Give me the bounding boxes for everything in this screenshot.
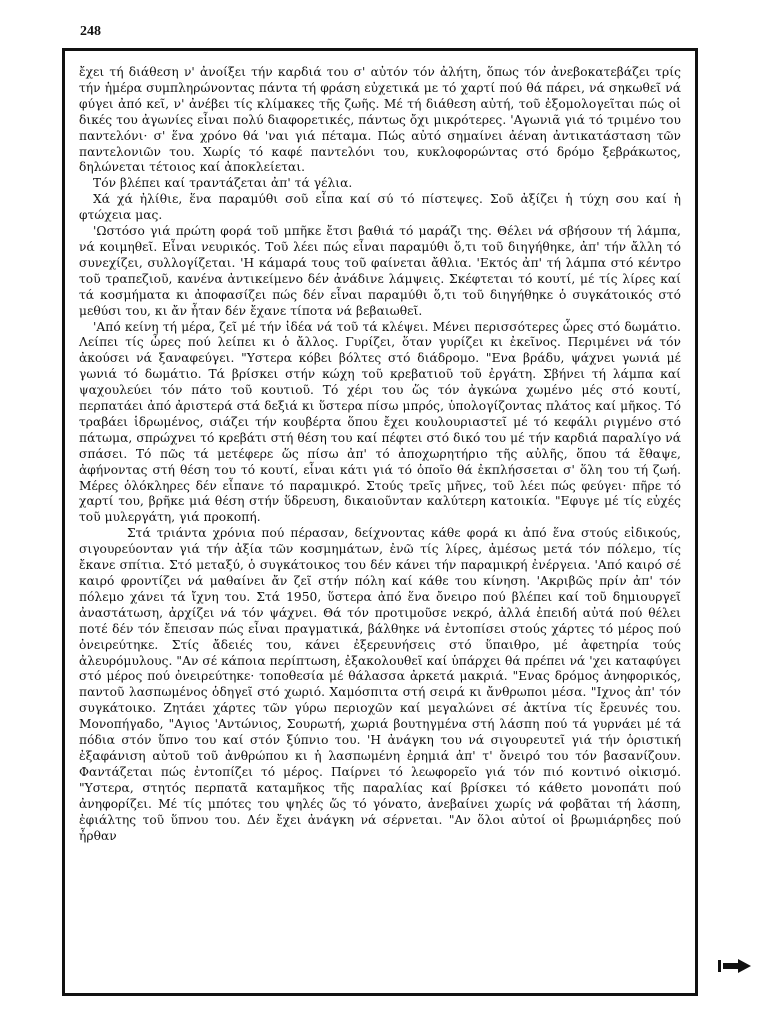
page-number: 248 — [80, 24, 101, 39]
continue-arrow-icon — [718, 958, 752, 974]
paragraph-4: 'Ωστόσο γιά πρώτη φορά τοῦ μπῆκε ἔτσι βαθιά τό μαράζι της. Θέλει νά σβήσουν τή λάμπα, νά κοιμηθεῖ. Εἶναι νευρικός. Τοῦ λέει πώς εἶναι παραμύθι ὅ,τι τοῦ διηγήθηκε, ἀπ' τήν ἄλλη τό συνεχίζει, συλλογίζεται. 'Η κάμαρά τους τοῦ φαίνεται ἄθλια. 'Εκτός ἀπ' τή λάμπα στό κέντρο τοῦ τραπεζιοῦ, κανένα ἀντικείμενο δέν ἀνάδινε λάμψεις. Σκέφτεται τό κουτί, μέ τίς λίρες καί τά κοσμήματα κι ἀποφασίζει πώς δέν εἶναι παραμύθι ὅ,τι τοῦ διηγήθηκε ὁ συγκάτοικός στό μεθύσι του, κι ἄν ἦταν δέν ἔχανε τίποτα νά βεβαιωθεῖ. — [79, 224, 681, 318]
paragraph-6: Στά τριάντα χρόνια πού πέρασαν, δείχνοντας κάθε φορά κι ἀπό ἕνα στούς εἰδικούς, σιγουρεύονταν γιά τήν ἀξία τῶν κοσμημάτων, ἐνῶ τίς λίρες, ἀμέσως μετά τόν πόλεμο, τίς ἔκανε σπίτια. Στό μεταξύ, ὁ συγκάτοικος του δέν κάνει τήν παραμικρή ἐνέργεια. 'Από καιρό σέ καιρό φροντίζει νά μαθαίνει ἄν ζεῖ στήν πόλη καί κάθε του κίνηση. 'Ακριβῶς πρίν ἀπ' τόν πόλεμο χάνει τά ἴχνη του. Στά 1950, ὕστερα ἀπό ἕνα ὄνειρο πού βλέπει καί τοῦ δημιουργεῖ ἀναστάτωση, ἀρχίζει νά τόν ψάχνει. Θά τόν προτιμοῦσε νεκρό, ἀλλά ἐπειδή αὐτά πού θέλει ποτέ δέν τόν ἔπεισαν πώς εἶναι πραγματικά, βάλθηκε νά ἐντοπίσει στούς χάρτες τό μέρος πού ὀνειρεύτηκε. Στίς ἄδειές του, κάνει ἐξερευνήσεις στό ὕπαιθρο, μέ ἀφετηρία τούς ἀλευρόμυλους. "Αν σέ κάποια περίπτωση, ἐξακολουθεῖ καί ὑπάρχει θά πρέπει νά 'χει καταφύγει στό μέρος πού ὀνειρεύτηκε· τοποθεσία μέ θάλασσα ἀρκετά μακριά. "Ενας δρόμος ἀνηφορικός, παντοῦ λασπωμένος ὁδηγεῖ στό χωριό. Χαμόσπιτα στή σειρά κι ἄνθρωποι μέσα. "Ιχνος ἀπ' τόν συγκάτοικο. Ζητάει χάρτες τῶν γύρω περιοχῶν καί μεγαλώνει σέ ἀκτίνα τίς ἔρευνές του. Μονοπήγαδο, "Αγιος 'Αντώνιος, Σουρωτή, χωριά βουτηγμένα στή λάσπη πού τά γυρνάει μέ τά πόδια στόν ὕπνο του καί στόν ξύπνιο του. 'Η ἀνάγκη του νά σιγουρευτεῖ γιά τήν ὁριστική ἐξαφάνιση αὐτοῦ τοῦ ἀνθρώπου κι ἡ λασπωμένη ἐρημιά ἀπ' τ' ὄνειρό του τόν βασανίζουν. Φαντάζεται πώς ἐντοπίζει τό μέρος. Παίρνει τό λεωφορεῖο γιά τόν πιό κοντινό οἰκισμό. "Υστερα, στητός περπατᾶ καταμῆκος τῆς παραλίας καί βρίσκει τό κάθετο μονοπάτι πού ἀνηφορίζει. Μέ τίς μπότες του ψηλές ὥς τό γόνατο, ἀνεβαίνει χωρίς νά φοβᾶται τή λάσπη, ἐφιάλτης τοῦ ὕπνου του. Δέν ἔχει ἀνάγκη νά σέρνεται. "Αν ὅλοι αὐτοί οἱ βρωμιάρηδες πού ἦρθαν — [79, 526, 681, 843]
paragraph-5: 'Από κείνη τή μέρα, ζεῖ μέ τήν ἰδέα νά τοῦ τά κλέψει. Μένει περισσότερες ὧρες στό δωμάτιο. Λείπει τίς ὧρες πού λείπει κι ὁ ἄλλος. Γυρίζει, ὅταν γυρίζει κι ἐκεῖνος. Περιμένει νά τόν ἀκούσει νά ξαναφεύγει. "Υστερα κόβει βόλτες στό διάδρομο. "Ενα βράδυ, ψάχνει γωνιά μέ γωνιά τό δωμάτιο. Τά βρίσκει στήν κώχη τοῦ κρεβατιοῦ τοῦ ἐργάτη. Σβήνει τή λάμπα καί ψαχουλεύει τόν πάτο τοῦ κουτιοῦ. Τό χέρι του ὥς τόν ἀγκώνα χωμένο μές στό κουτί, περπατάει ἀπό ἀριστερά στά δεξιά κι ὕστερα πίσω μπρός, ὑπολογίζοντας πλάτος καί μῆκος. Τό τραβάει ἱδρωμένος, σιάζει τήν κουβέρτα ὅπου ἔχει κουλουριαστεῖ μέ τό κεφάλι ριγμένο στό πάτωμα, σπρώχνει τό κρεβάτι στή θέση του καί πέφτει στό δικό του μέ τήν καρδιά παραλίγο νά σπάσει. Τό πῶς τά μετέφερε ὥς πίσω ἀπ' τό ἀποχωρητήριο τῆς αὐλῆς, ὅπου τά ἔθαψε, ἀφήνοντας στή θέση του τό κουτί, εἶναι κάτι γιά τό ὁποῖο θά ἐκπλήσσεται σ' ὅλη του τή ζωή. Μέρες ὁλόκληρες δέν εἶπανε τό παραμικρό. Στούς τρεῖς μῆνες, τοῦ λέει πώς φεύγει· πῆρε τό χαρτί του, βρῆκε μιά θέση στήν ὕδρευση, δικαιοῦνταν καλύτερη κατοικία. "Εφυγε μέ τίς εὐχές τοῦ μυλεργάτη, γιά προκοπή. — [79, 319, 681, 525]
text-frame — [62, 48, 698, 996]
paragraph-2: Τόν βλέπει καί τραντάζεται ἀπ' τά γέλια. — [93, 176, 353, 191]
paragraph-1: ἔχει τή διάθεση ν' ἀνοίξει τήν καρδιά του σ' αὐτόν τόν ἀλήτη, ὅπως τόν ἀνεβοκατεβάζει τρίς τήν ἡμέρα συμπληρώνοντας πάντα τή φράση εὐχετικά με τό χαρτί πού θά πάρει, νά σηκωθεῖ νά φύγει ἀπό κεῖ, ν' ἀνέβει τίς κλίμακες τῆς ζωῆς. Μέ τή διάθεση αὐτή, τοῦ ἐξομολογεῖται πώς οἱ δικές του ἀγωνίες εἶναι πολύ διαφορετικές, πάντως ὄχι μικρότερες. 'Αγωνιᾶ γιά τό τριμένο του παντελόνι· σ' ἕνα χρόνο θά 'ναι γιά πέταμα. Πώς αὐτό σημαίνει ἀέναη ἀντικατάσταση τῶν παντελονιῶν του. Χωρίς τό καφέ παντελόνι του, κυκλοφορώντας στό δρόμο ξεβράκωτος, δηλώνεται τέτοιος καί ἀποκλείεται. — [79, 65, 681, 175]
paragraph-3: Χά χά ἠλίθιε, ἕνα παραμύθι σοῦ εἶπα καί σύ τό πίστεψες. Σοῦ ἀξίζει ἡ τύχη σου καί ἡ φτώχεια μας. — [79, 192, 681, 223]
